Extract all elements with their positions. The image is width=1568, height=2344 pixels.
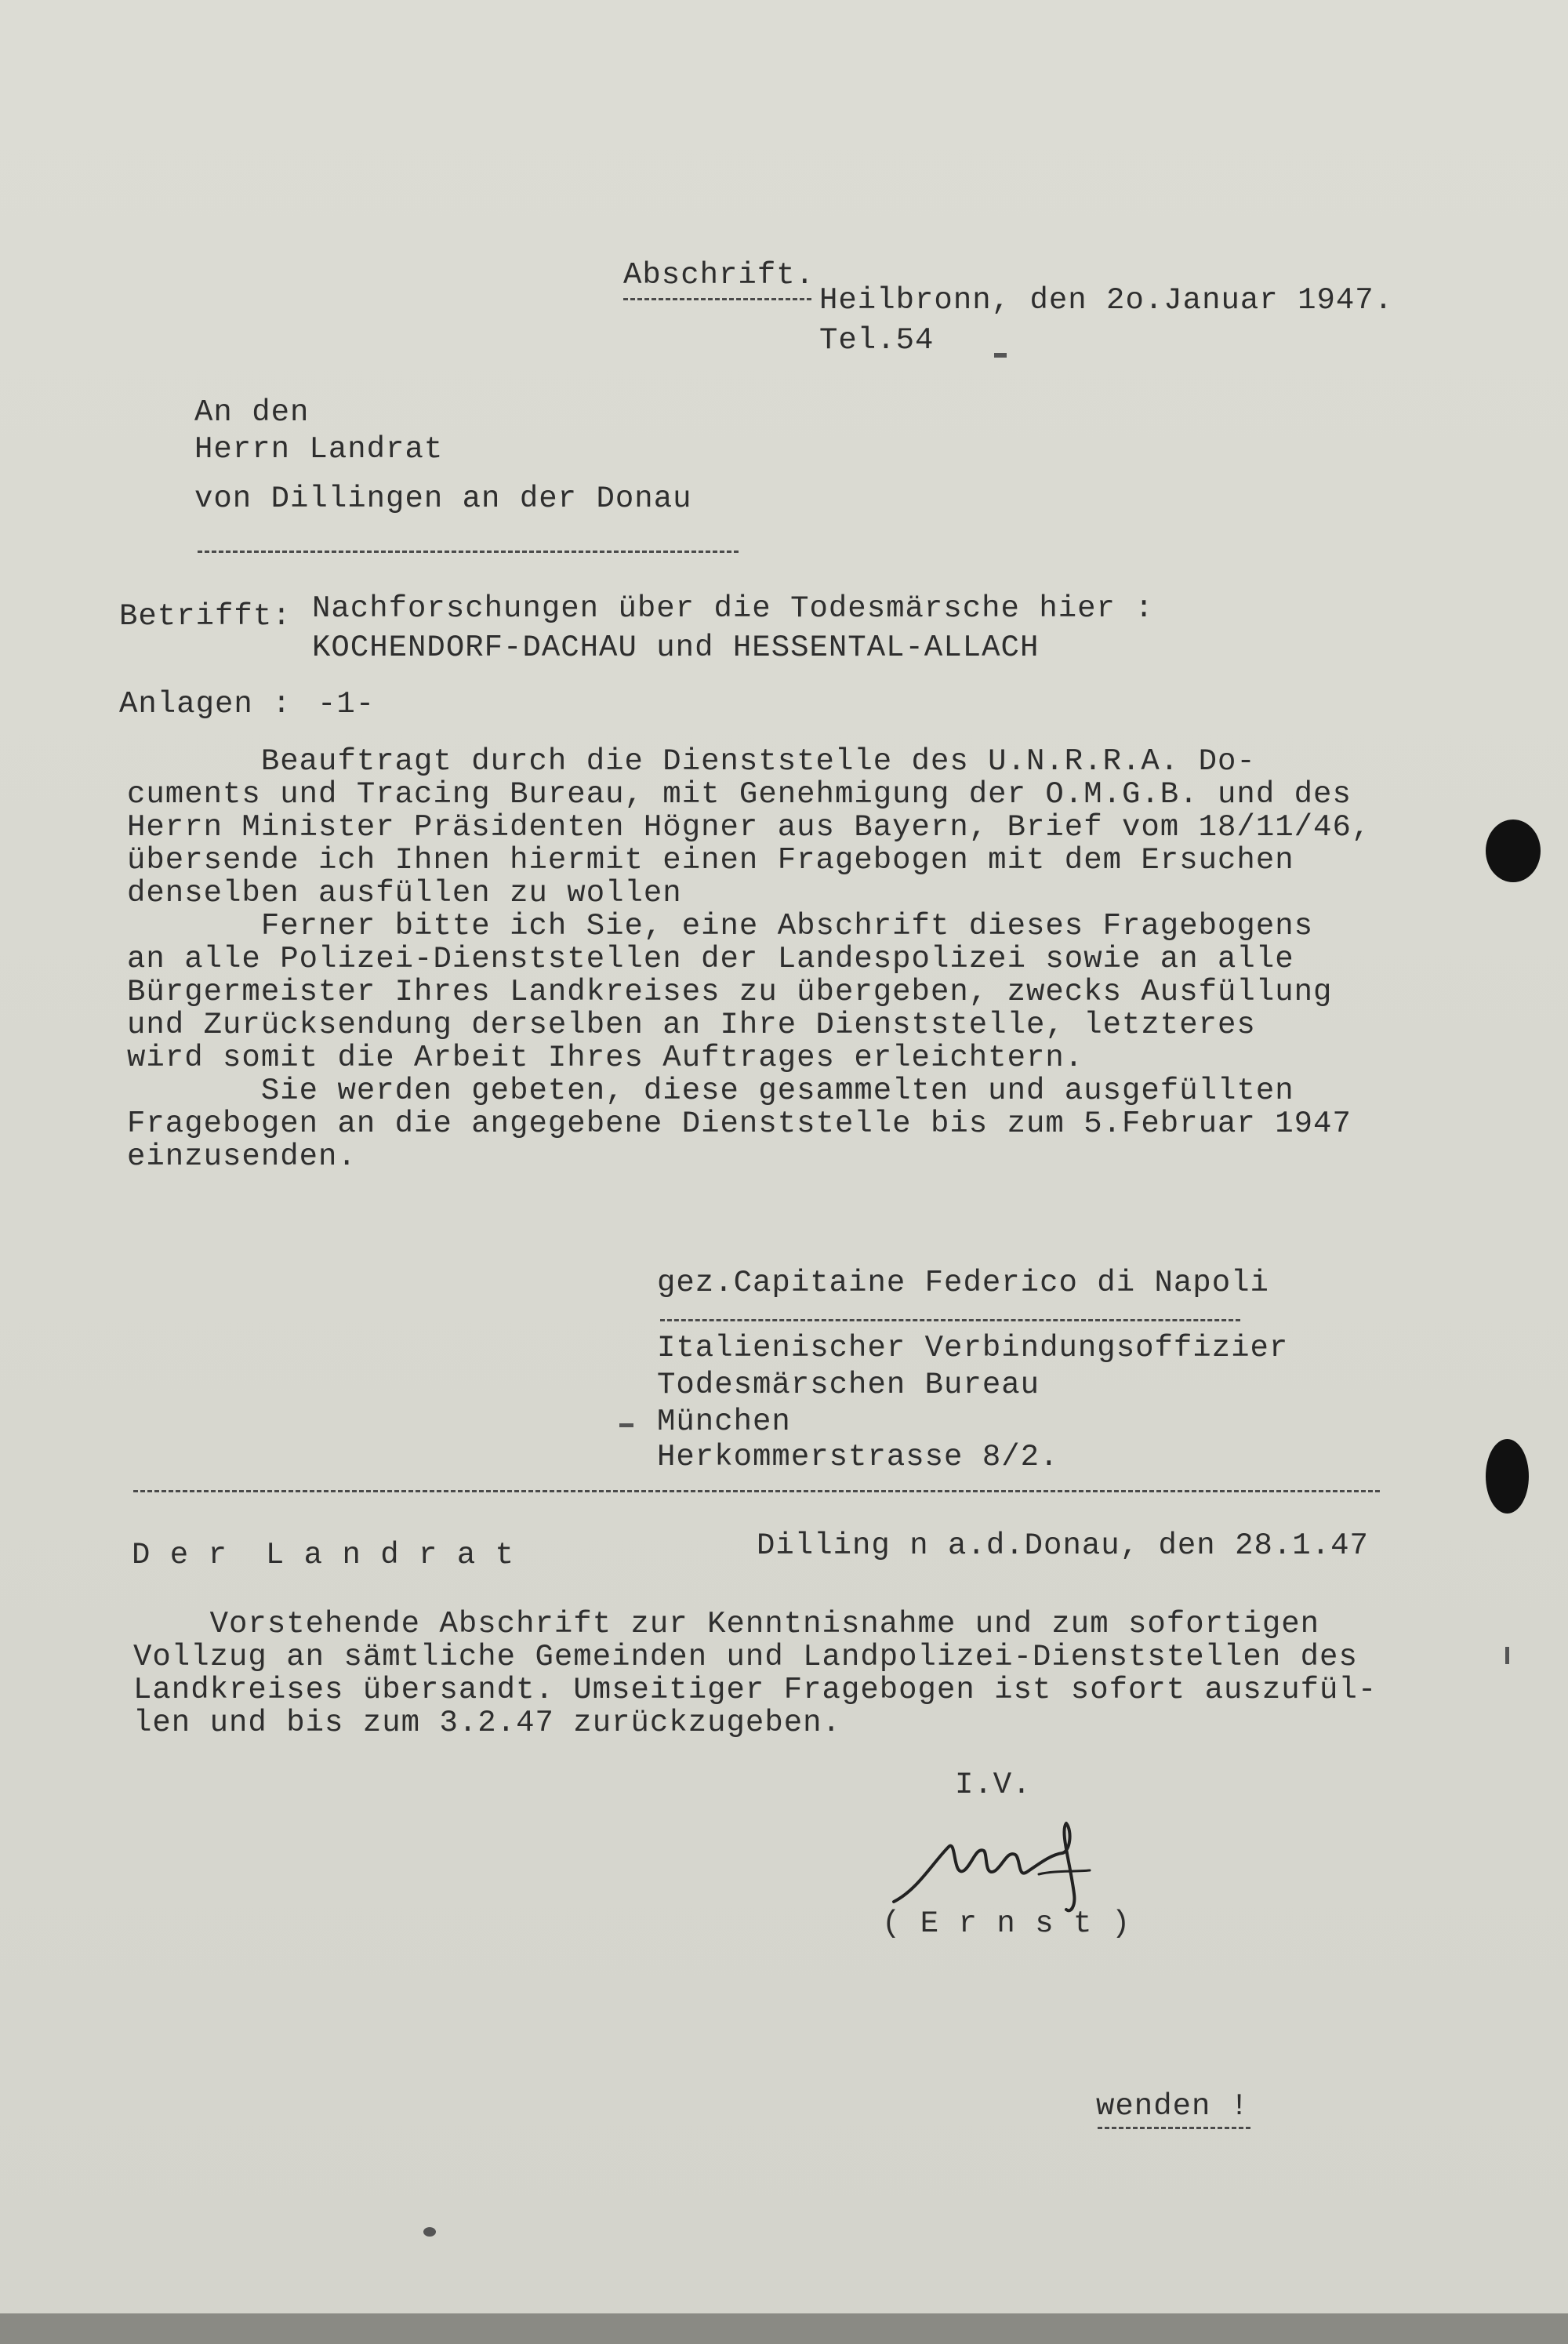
place-date: Heilbronn, den 2o.Januar 1947. (819, 283, 1394, 318)
ink-mark (619, 1423, 633, 1427)
turn-over-note: wenden ! (1096, 2089, 1250, 2124)
body-line: Fragebogen an die angegebene Dienststelle bis zum 5.Februar 1947 (127, 1107, 1352, 1141)
subject-line-2: KOCHENDORF-DACHAU und HESSENTAL-ALLACH (312, 631, 1040, 665)
body-line: wird somit die Arbeit Ihres Auftrages erleichtern. (127, 1041, 1084, 1075)
ink-mark (994, 353, 1007, 358)
copy-label-underline (623, 298, 811, 300)
recipient-line-2: Herrn Landrat (194, 432, 444, 467)
body-line: cuments und Tracing Bureau, mit Genehmigung der O.M.G.B. und des (127, 777, 1352, 812)
recipient-line-1: An den (194, 395, 310, 430)
body-line: Ferner bitte ich Sie, eine Abschrift dieses Fragebogens (127, 909, 1314, 943)
signed-by-underline (660, 1319, 1240, 1321)
attachments-label: Anlagen : (119, 687, 292, 721)
scan-edge (0, 2313, 1568, 2344)
ink-mark (423, 2227, 436, 2237)
body-line: und Zurücksendung derselben an Ihre Dienststelle, letzteres (127, 1008, 1256, 1042)
signed-by: gez.Capitaine Federico di Napoli (657, 1266, 1269, 1300)
body-line: an alle Polizei-Dienststellen der Landespolizei sowie an alle (127, 942, 1294, 976)
body-line: Beauftragt durch die Dienststelle des U.N.R.R.A. Do- (127, 744, 1256, 779)
body-line: Bürgermeister Ihres Landkreises zu übergeben, zwecks Ausfüllung (127, 975, 1333, 1009)
phone-number: Tel.54 (819, 323, 935, 358)
second-sender: D e r L a n d r a t (132, 1538, 515, 1572)
recipient-underline (198, 551, 739, 553)
subject-line-1: Nachforschungen über die Todesmärsche hier : (312, 591, 1154, 626)
signer-office: Todesmärschen Bureau (657, 1368, 1040, 1402)
body-line: übersende ich Ihnen hiermit einen Fragebogen mit dem Ersuchen (127, 843, 1294, 878)
punch-hole-bottom (1486, 1439, 1529, 1514)
body-line: denselben ausfüllen zu wollen (127, 876, 682, 910)
section-divider (133, 1490, 1380, 1492)
body-line: einzusenden. (127, 1139, 357, 1174)
signer-title: Italienischer Verbindungsoffizier (657, 1331, 1289, 1365)
second-line: Vollzug an sämtliche Gemeinden und Landpolizei-Dienststellen des (133, 1640, 1358, 1674)
second-line: Landkreises übersandt. Umseitiger Fragebogen ist sofort auszufül- (133, 1673, 1377, 1707)
second-line: len und bis zum 3.2.47 zurückzugeben. (133, 1706, 841, 1740)
ink-mark (1505, 1647, 1509, 1664)
signer-city: München (657, 1405, 791, 1439)
iv-label: I.V. (955, 1768, 1032, 1802)
attachments-value: -1- (318, 687, 376, 721)
body-line: Herrn Minister Präsidenten Högner aus Bayern, Brief vom 18/11/46, (127, 810, 1371, 845)
copy-label: Abschrift. (623, 258, 815, 293)
subject-label: Betrifft: (119, 599, 292, 634)
second-line: Vorstehende Abschrift zur Kenntnisnahme und zum sofortigen (133, 1607, 1320, 1641)
second-place-date: Dilling n a.d.Donau, den 28.1.47 (757, 1528, 1369, 1563)
punch-hole-top (1486, 819, 1541, 882)
body-line: Sie werden gebeten, diese gesammelten und ausgefüllten (127, 1074, 1294, 1108)
signer-name: ( E r n s t ) (882, 1906, 1131, 1941)
turn-over-underline (1098, 2127, 1250, 2129)
signer-street: Herkommerstrasse 8/2. (657, 1440, 1059, 1474)
recipient-line-3: von Dillingen an der Donau (194, 482, 692, 516)
